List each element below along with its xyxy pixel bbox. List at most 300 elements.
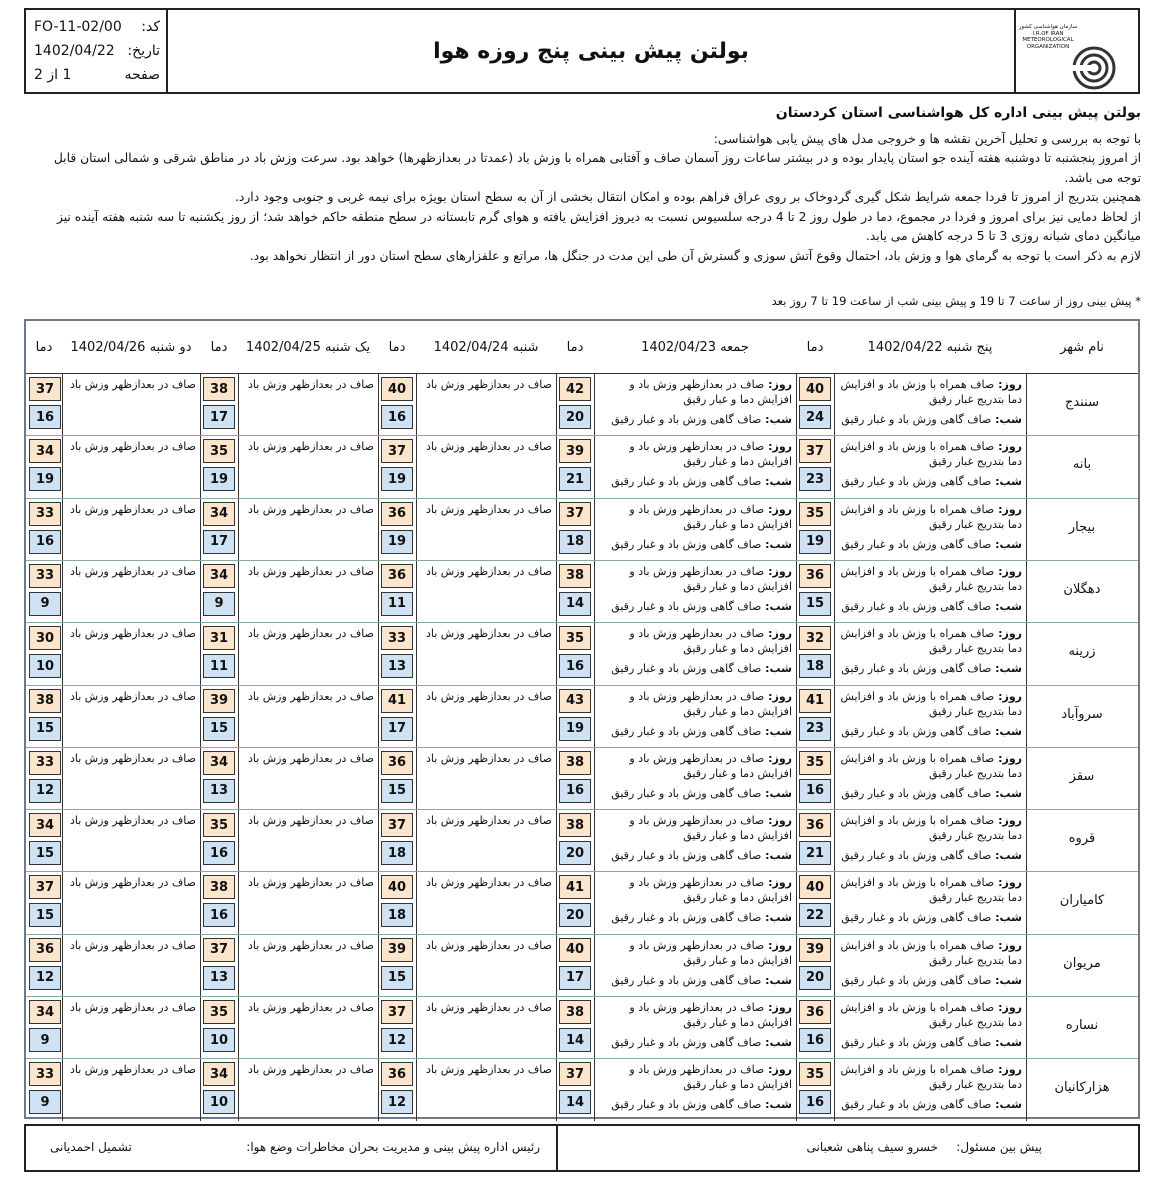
day-forecast [838, 502, 1022, 532]
day-label: روز: [764, 689, 792, 703]
day-forecast: صاف در بعدازظهر وزش باد [247, 440, 374, 454]
day-forecast: صاف در بعدازظهر وزش باد [425, 814, 552, 828]
day-forecast: صاف در بعدازظهر وزش باد [425, 378, 552, 391]
min-temp: 23 [799, 467, 831, 491]
min-temp: 16 [203, 903, 235, 927]
max-temp: 37 [381, 813, 413, 837]
night-forecast [598, 1097, 792, 1112]
night-text: صاف گاهی وزش باد و غبار رقیق [841, 724, 992, 738]
day-forecast [598, 689, 792, 719]
city-name: بیجار [1068, 519, 1096, 535]
max-temp: 36 [799, 564, 831, 588]
min-temp: 9 [29, 1028, 61, 1052]
day-label: روز: [764, 378, 792, 391]
column-divider [834, 321, 835, 1121]
day-text: صاف همراه با وزش باد و افزایش دما بتدریج غبار رقیق [840, 938, 1022, 967]
day-label: روز: [994, 1063, 1022, 1077]
intro-line: لازم به ذکر است با توجه به گرمای هوا و وزش باد، احتمال وقوع آتش سوزی و گسترش آن طی این مدت در جنگل ها، مراتع و علفزارهای سطح استان دور از انتظار نخواهد بود. [249, 248, 1141, 263]
max-temp: 40 [799, 875, 831, 899]
day-forecast: صاف در بعدازظهر وزش باد [247, 1001, 374, 1014]
night-forecast [598, 537, 792, 552]
night-label: شب: [991, 724, 1022, 738]
intro-heading: بولتن پیش بینی اداره کل هواشناسی استان کردستان [775, 105, 1141, 121]
column-divider [238, 321, 239, 1121]
max-temp: 38 [559, 1000, 591, 1024]
max-temp: 33 [29, 1062, 61, 1086]
night-label: شب: [761, 413, 792, 426]
night-forecast [598, 474, 792, 489]
day-label: روز: [764, 627, 792, 641]
day-forecast: صاف در بعدازظهر وزش باد [69, 876, 196, 890]
max-temp: 36 [29, 938, 61, 962]
row-divider [26, 498, 1138, 499]
day-forecast: صاف در بعدازظهر وزش باد [69, 1063, 196, 1077]
row-divider [26, 685, 1138, 686]
column-divider [62, 321, 63, 1121]
day-forecast: صاف در بعدازظهر وزش باد [425, 876, 552, 890]
min-temp: 18 [381, 841, 413, 865]
day-forecast [838, 751, 1022, 781]
day-text: صاف در بعدازظهر وزش باد و افزایش دما و غبار رقیق [629, 876, 792, 905]
max-temp: 32 [799, 626, 831, 650]
day-forecast: صاف در بعدازظهر وزش باد [247, 627, 374, 641]
night-label: شب: [991, 537, 1022, 551]
night-text: صاف گاهی وزش باد و غبار رقیق [611, 662, 762, 676]
night-text: صاف گاهی وزش باد و غبار رقیق [611, 1098, 762, 1112]
day-text: صاف در بعدازظهر وزش باد و افزایش دما و غبار رقیق [629, 1063, 792, 1092]
min-temp: 16 [381, 405, 413, 429]
day-label: روز: [764, 564, 792, 578]
night-label: شب: [761, 724, 792, 738]
min-temp: 21 [799, 841, 831, 865]
day-forecast [838, 564, 1022, 594]
day-header: یک شنبه 1402/04/25 [238, 321, 378, 373]
min-temp: 23 [799, 717, 831, 741]
night-text: صاف گاهی وزش باد و غبار رقیق [841, 849, 992, 863]
min-temp: 19 [203, 467, 235, 491]
day-forecast [598, 751, 792, 781]
forecast-time-note: * پیش بینی روز از ساعت 7 تا 19 و پیش بینی شب از ساعت 19 تا 7 روز بعد [771, 294, 1141, 308]
max-temp: 33 [381, 626, 413, 650]
min-temp: 15 [799, 592, 831, 616]
min-temp: 10 [203, 1028, 235, 1052]
day-text: صاف در بعدازظهر وزش باد و افزایش دما و غبار رقیق [629, 627, 792, 656]
day-text: صاف در بعدازظهر وزش باد و افزایش دما و غبار رقیق [629, 814, 792, 843]
max-temp: 39 [559, 439, 591, 463]
day-label: روز: [994, 564, 1022, 578]
min-temp: 12 [381, 1028, 413, 1052]
day-forecast: صاف در بعدازظهر وزش باد [425, 564, 552, 578]
day-forecast: صاف در بعدازظهر وزش باد [425, 502, 552, 516]
min-temp: 17 [203, 530, 235, 554]
max-temp: 34 [203, 564, 235, 588]
day-forecast [838, 938, 1022, 968]
night-text: صاف گاهی وزش باد و غبار رقیق [611, 537, 762, 551]
max-temp: 37 [29, 875, 61, 899]
temp-header: دما [26, 321, 62, 373]
day-header: شنبه 1402/04/24 [416, 321, 556, 373]
city-name: هزارکانیان [1054, 1080, 1110, 1096]
night-label: شب: [991, 599, 1022, 613]
day-forecast: صاف در بعدازظهر وزش باد [69, 814, 196, 828]
night-forecast [598, 724, 792, 739]
day-forecast: صاف در بعدازظهر وزش باد [425, 689, 552, 703]
organization-logo [1014, 10, 1138, 92]
head-name: تشمیل احمدیانی [50, 1140, 132, 1154]
max-temp: 38 [559, 564, 591, 588]
night-forecast [838, 1035, 1022, 1050]
day-label: روز: [994, 627, 1022, 641]
max-temp: 38 [559, 813, 591, 837]
max-temp: 41 [799, 689, 831, 713]
bulletin-footer [24, 1124, 1140, 1172]
day-label: روز: [994, 751, 1022, 765]
night-text: صاف گاهی وزش باد و غبار رقیق [611, 724, 762, 738]
bulletin-intro [40, 104, 1141, 266]
day-text: صاف همراه با وزش باد و افزایش دما بتدریج غبار رقیق [840, 1001, 1022, 1029]
day-forecast [598, 1000, 792, 1030]
min-temp: 22 [799, 903, 831, 927]
night-forecast [838, 848, 1022, 863]
min-temp: 12 [381, 1090, 413, 1114]
night-label: شب: [991, 973, 1022, 987]
day-forecast: صاف در بعدازظهر وزش باد [247, 689, 374, 703]
min-temp: 18 [381, 903, 413, 927]
day-text: صاف همراه با وزش باد و افزایش دما بتدریج غبار رقیق [840, 689, 1022, 718]
min-temp: 14 [559, 1090, 591, 1114]
code-value: FO-11-02/00 [34, 19, 122, 35]
max-temp: 34 [203, 751, 235, 775]
day-forecast: صاف در بعدازظهر وزش باد [247, 938, 374, 952]
max-temp: 34 [203, 1062, 235, 1086]
max-temp: 39 [799, 938, 831, 962]
day-forecast [838, 626, 1022, 656]
day-forecast: صاف در بعدازظهر وزش باد [425, 938, 552, 952]
min-temp: 13 [203, 779, 235, 803]
day-header: پنج شنبه 1402/04/22 [834, 321, 1026, 373]
min-temp: 12 [29, 966, 61, 990]
day-forecast: صاف در بعدازظهر وزش باد [425, 627, 552, 641]
min-temp: 15 [29, 717, 61, 741]
max-temp: 37 [559, 1062, 591, 1086]
day-forecast: صاف در بعدازظهر وزش باد [69, 564, 196, 578]
night-text: صاف گاهی وزش باد و غبار رقیق [841, 475, 992, 489]
night-forecast [838, 412, 1022, 427]
night-text: صاف گاهی وزش باد و غبار رقیق [611, 1036, 762, 1049]
min-temp: 17 [203, 405, 235, 429]
column-divider [200, 321, 201, 1121]
min-temp: 19 [799, 530, 831, 554]
max-temp: 39 [203, 689, 235, 713]
min-temp: 19 [559, 717, 591, 741]
day-forecast [598, 813, 792, 843]
day-text: صاف در بعدازظهر وزش باد و افزایش دما و غبار رقیق [629, 502, 792, 531]
day-forecast: صاف در بعدازظهر وزش باد [69, 938, 196, 952]
logo-spiral-icon [1016, 10, 1136, 92]
row-divider [26, 622, 1138, 623]
night-text: صاف گاهی وزش باد و غبار رقیق [841, 662, 992, 676]
day-text: صاف همراه با وزش باد و افزایش دما بتدریج غبار رقیق [840, 876, 1022, 905]
row-divider [26, 560, 1138, 561]
min-temp: 9 [29, 1090, 61, 1114]
night-label: شب: [991, 413, 1022, 426]
night-text: صاف گاهی وزش باد و غبار رقیق [841, 599, 992, 613]
night-forecast [598, 910, 792, 925]
day-forecast: صاف در بعدازظهر وزش باد [69, 1001, 196, 1014]
night-text: صاف گاهی وزش باد و غبار رقیق [841, 1098, 992, 1112]
city-name: کامیاران [1059, 893, 1105, 909]
night-text: صاف گاهی وزش باد و غبار رقیق [841, 1036, 992, 1049]
day-forecast: صاف در بعدازظهر وزش باد [69, 627, 196, 641]
min-temp: 12 [29, 779, 61, 803]
min-temp: 16 [29, 530, 61, 554]
page-title: بولتن پیش بینی پنج روزه هوا [433, 38, 749, 64]
temp-header: دما [378, 321, 416, 373]
day-forecast [598, 875, 792, 905]
city-name: مریوان [1063, 955, 1101, 971]
min-temp: 16 [559, 779, 591, 803]
day-forecast [838, 439, 1022, 469]
day-forecast: صاف در بعدازظهر وزش باد [425, 1063, 552, 1077]
forecast-table [24, 319, 1140, 1119]
night-label: شب: [991, 911, 1022, 925]
city-name: دهگلان [1063, 581, 1101, 597]
max-temp: 35 [559, 626, 591, 650]
max-temp: 43 [559, 689, 591, 713]
day-forecast: صاف در بعدازظهر وزش باد [69, 751, 196, 765]
night-label: شب: [761, 1036, 792, 1049]
day-text: صاف همراه با وزش باد و افزایش دما بتدریج غبار رقیق [840, 1063, 1022, 1092]
night-forecast [838, 537, 1022, 552]
night-forecast [598, 786, 792, 801]
max-temp: 36 [799, 1000, 831, 1024]
night-text: صاف گاهی وزش باد و غبار رقیق [841, 537, 992, 551]
row-divider [26, 996, 1138, 997]
night-forecast [838, 474, 1022, 489]
min-temp: 10 [29, 654, 61, 678]
day-forecast: صاف در بعدازظهر وزش باد [69, 440, 196, 454]
forecaster-label: پیش بین مسئول: [956, 1140, 1042, 1154]
intro-line: با توجه به بررسی و تحلیل آخرین نقشه ها و خروجی مدل های پیش یابی هواشناسی: [713, 131, 1141, 146]
day-forecast [598, 564, 792, 594]
row-divider [26, 871, 1138, 872]
night-label: شب: [761, 662, 792, 676]
header-divider [26, 373, 1138, 374]
day-label: روز: [764, 938, 792, 952]
min-temp: 16 [799, 1028, 831, 1052]
day-text: صاف در بعدازظهر وزش باد و افزایش دما و غبار رقیق [629, 440, 792, 469]
max-temp: 36 [381, 502, 413, 526]
forecaster-name: خسرو سیف پناهی شعبانی [806, 1140, 938, 1154]
night-forecast [598, 412, 792, 427]
max-temp: 37 [203, 938, 235, 962]
day-forecast: صاف در بعدازظهر وزش باد [247, 751, 374, 765]
night-text: صاف گاهی وزش باد و غبار رقیق [841, 413, 992, 426]
document-meta [26, 10, 168, 92]
min-temp: 11 [381, 592, 413, 616]
date-label: تاریخ: [127, 43, 160, 59]
day-label: روز: [764, 814, 792, 828]
temp-header: دما [200, 321, 238, 373]
min-temp: 14 [559, 1028, 591, 1052]
day-label: روز: [994, 1001, 1022, 1014]
day-forecast: صاف در بعدازظهر وزش باد [247, 814, 374, 828]
night-text: صاف گاهی وزش باد و غبار رقیق [841, 786, 992, 800]
min-temp: 9 [203, 592, 235, 616]
night-text: صاف گاهی وزش باد و غبار رقیق [611, 599, 762, 613]
column-divider [556, 321, 557, 1121]
min-temp: 17 [381, 717, 413, 741]
day-label: روز: [994, 502, 1022, 516]
intro-line: همچنین بتدریج از امروز تا فردا جمعه شرایط شکل گیری گردوخاک بر روی عراق فراهم بوده و امکان انتقال بخشی از آن به سطح استان بویژه برای نیمه غربی و جنوبی وجود دارد. [234, 190, 1141, 204]
min-temp: 15 [29, 841, 61, 865]
code-label: کد: [141, 19, 160, 35]
bulletin-header [24, 8, 1140, 94]
night-forecast [598, 973, 792, 988]
day-label: روز: [764, 751, 792, 765]
night-forecast [838, 599, 1022, 614]
day-label: روز: [994, 938, 1022, 952]
day-text: صاف همراه با وزش باد و افزایش دما بتدریج غبار رقیق [840, 627, 1022, 656]
max-temp: 31 [203, 626, 235, 650]
night-text: صاف گاهی وزش باد و غبار رقیق [611, 973, 762, 987]
day-forecast: صاف در بعدازظهر وزش باد [247, 564, 374, 578]
day-forecast: صاف در بعدازظهر وزش باد [247, 502, 374, 516]
day-text: صاف همراه با وزش باد و افزایش دما بتدریج غبار رقیق [840, 814, 1022, 843]
min-temp: 20 [559, 405, 591, 429]
day-forecast [598, 626, 792, 656]
max-temp: 35 [799, 1062, 831, 1086]
day-header: دو شنبه 1402/04/26 [62, 321, 200, 373]
day-label: روز: [994, 440, 1022, 454]
max-temp: 39 [381, 938, 413, 962]
day-label: روز: [994, 876, 1022, 890]
max-temp: 33 [29, 564, 61, 588]
day-forecast [598, 502, 792, 532]
min-temp: 13 [203, 966, 235, 990]
min-temp: 24 [799, 405, 831, 429]
day-label: روز: [994, 814, 1022, 828]
min-temp: 19 [29, 467, 61, 491]
min-temp: 18 [559, 530, 591, 554]
day-forecast [838, 1062, 1022, 1092]
night-forecast [838, 973, 1022, 988]
max-temp: 42 [559, 377, 591, 401]
city-name: نساره [1065, 1018, 1099, 1033]
min-temp: 16 [799, 1090, 831, 1114]
night-forecast [838, 1097, 1022, 1112]
day-label: روز: [764, 1063, 792, 1077]
night-forecast [598, 599, 792, 614]
max-temp: 37 [799, 439, 831, 463]
night-forecast [838, 910, 1022, 925]
day-label: روز: [764, 876, 792, 890]
night-text: صاف گاهی وزش باد و غبار رقیق [611, 849, 762, 863]
max-temp: 34 [29, 1000, 61, 1024]
row-divider [26, 1058, 1138, 1059]
night-label: شب: [991, 475, 1022, 489]
min-temp: 15 [203, 717, 235, 741]
day-forecast [598, 938, 792, 968]
max-temp: 37 [29, 377, 61, 401]
day-forecast [598, 377, 792, 407]
day-text: صاف در بعدازظهر وزش باد و افزایش دما و غبار رقیق [629, 938, 792, 967]
intro-line: از لحاظ دمایی نیز برای امروز و فردا در مجموع، دما در طول روز 2 تا 4 درجه سلسیوس نسبت به دیروز افزایش یافته و هوای گرم تابستانه در سطح منطقه حاکم خواهد شد؛ از روز یکشنبه تا سه شنبه هفته آینده نیز میانگین دمای شبانه روزی 3 تا 5 درجه کاهش می یابد. [56, 209, 1141, 243]
day-text: صاف همراه با وزش باد و افزایش دما بتدریج غبار رقیق [840, 751, 1022, 780]
city-name: بانه [1072, 457, 1092, 473]
min-temp: 20 [559, 903, 591, 927]
day-forecast: صاف در بعدازظهر وزش باد [69, 689, 196, 703]
max-temp: 35 [203, 1000, 235, 1024]
max-temp: 41 [559, 875, 591, 899]
row-divider [26, 809, 1138, 810]
min-temp: 20 [799, 966, 831, 990]
city-name: سروآباد [1061, 706, 1103, 722]
day-forecast: صاف در بعدازظهر وزش باد [425, 751, 552, 765]
day-text: صاف در بعدازظهر وزش باد و افزایش دما و غبار رقیق [629, 564, 792, 593]
max-temp: 35 [799, 751, 831, 775]
night-label: شب: [991, 1036, 1022, 1049]
day-text: صاف در بعدازظهر وزش باد و افزایش دما و غبار رقیق [629, 1001, 792, 1029]
min-temp: 11 [203, 654, 235, 678]
day-forecast [598, 439, 792, 469]
min-temp: 16 [559, 654, 591, 678]
night-label: شب: [761, 475, 792, 489]
max-temp: 40 [559, 938, 591, 962]
column-divider [416, 321, 417, 1121]
night-label: شب: [991, 786, 1022, 800]
min-temp: 21 [559, 467, 591, 491]
day-text: صاف در بعدازظهر وزش باد و افزایش دما و غبار رقیق [629, 378, 792, 406]
max-temp: 37 [381, 1000, 413, 1024]
head-label: رئیس اداره پیش بینی و مدیریت بحران مخاطرات وضع هوا: [246, 1140, 540, 1154]
day-text: صاف در بعدازظهر وزش باد و افزایش دما و غبار رقیق [629, 751, 792, 780]
night-label: شب: [761, 849, 792, 863]
row-divider [26, 747, 1138, 748]
day-text: صاف در بعدازظهر وزش باد و افزایش دما و غبار رقیق [629, 689, 792, 718]
max-temp: 38 [29, 689, 61, 713]
max-temp: 37 [381, 439, 413, 463]
min-temp: 20 [559, 841, 591, 865]
day-label: روز: [994, 689, 1022, 703]
night-forecast [838, 724, 1022, 739]
max-temp: 35 [203, 439, 235, 463]
night-forecast [598, 848, 792, 863]
min-temp: 16 [29, 405, 61, 429]
day-forecast [838, 813, 1022, 843]
night-label: شب: [991, 1098, 1022, 1112]
night-label: شب: [761, 537, 792, 551]
logo-text: سازمان هواشناسی کشور I.R.OF IRAN METEOROLOGICAL ORGANIZATION [1018, 24, 1078, 50]
max-temp: 34 [203, 502, 235, 526]
intro-line: از امروز پنجشنبه تا دوشنبه هفته آینده جو استان پایدار بوده و در بیشتر ساعات روز آسمان صاف و آفتابی همراه با وزش باد (عمدتا در بعدازظهرها) خواهد بود. سرعت وزش باد در مناطق شرقی و شمالی استان قابل توجه می باشد. [53, 151, 1141, 185]
day-label: روز: [764, 440, 792, 454]
day-label: روز: [994, 378, 1022, 391]
max-temp: 40 [381, 875, 413, 899]
day-text: صاف همراه با وزش باد و افزایش دما بتدریج غبار رقیق [840, 502, 1022, 531]
night-label: شب: [991, 849, 1022, 863]
night-label: شب: [761, 973, 792, 987]
day-forecast [838, 689, 1022, 719]
max-temp: 33 [29, 751, 61, 775]
max-temp: 41 [381, 689, 413, 713]
night-label: شب: [761, 1098, 792, 1112]
day-forecast: صاف در بعدازظهر وزش باد [69, 378, 196, 391]
min-temp: 9 [29, 592, 61, 616]
temp-header: دما [556, 321, 594, 373]
night-label: شب: [761, 911, 792, 925]
city-name: قروه [1068, 831, 1096, 847]
